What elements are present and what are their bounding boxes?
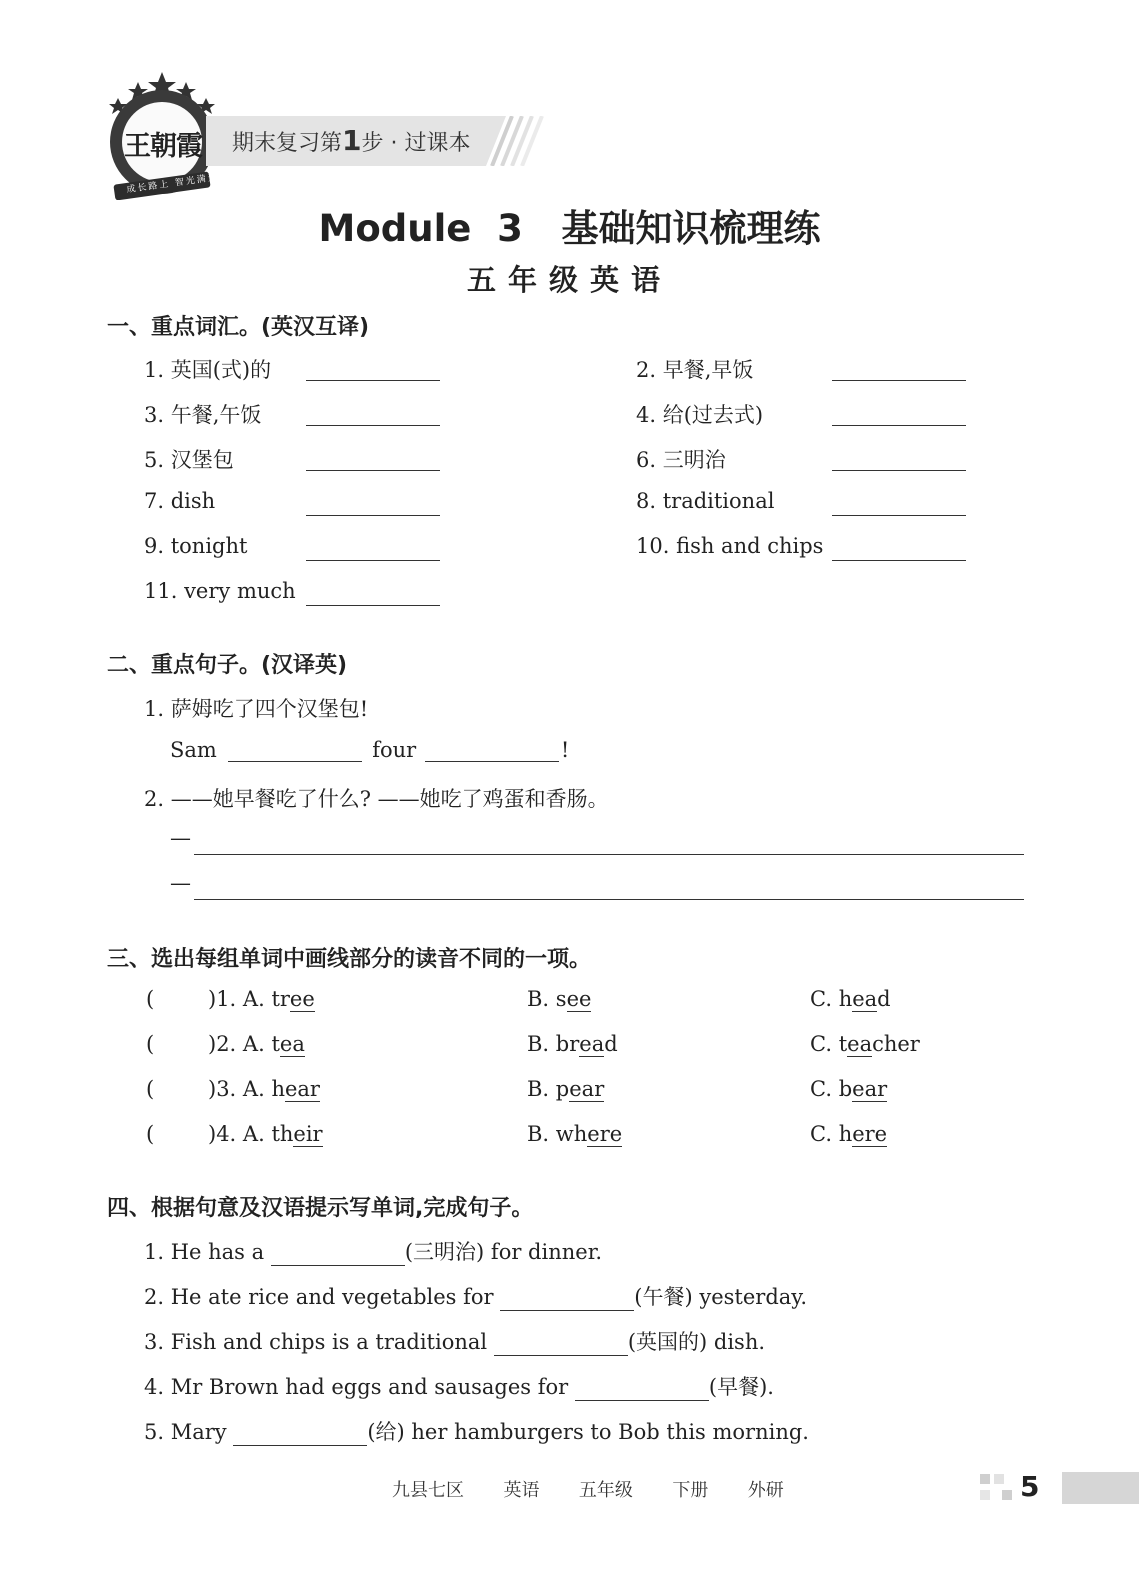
answer-paren[interactable]: (: [146, 987, 155, 1011]
answer-blank[interactable]: [832, 493, 966, 516]
vocab-item: 6. 三明治: [636, 448, 726, 472]
option-c[interactable]: C. here: [810, 1122, 888, 1146]
answer-blank[interactable]: [306, 448, 440, 471]
answer-blank[interactable]: [233, 1423, 367, 1446]
banner-step: 1: [342, 124, 362, 157]
answer-blank[interactable]: [306, 583, 440, 606]
option-c[interactable]: C. head: [810, 987, 891, 1011]
vocab-item: 2. 早餐,早饭: [636, 358, 754, 382]
answer-blank[interactable]: [494, 1333, 628, 1356]
option-c[interactable]: C. bear: [810, 1077, 888, 1101]
decor-square: [1002, 1490, 1012, 1500]
sentence-prompt: 2. ——她早餐吃了什么? ——她吃了鸡蛋和香肠。: [144, 787, 609, 811]
section1-heading: 一、重点词汇。(英汉互译): [107, 315, 370, 340]
answer-blank[interactable]: [575, 1378, 709, 1401]
section3-heading: 三、选出每组单词中画线部分的读音不同的一项。: [107, 947, 592, 972]
footer-info: 九县七区 英语 五年级 下册 外研: [392, 1480, 784, 1501]
answer-line[interactable]: [194, 899, 1024, 900]
answer-blank[interactable]: [228, 739, 362, 762]
vocab-item: 1. 英国(式)的: [144, 358, 272, 382]
question-label: )1. A. tree: [208, 987, 315, 1011]
answer-paren[interactable]: (: [146, 1077, 155, 1101]
answer-line[interactable]: [194, 854, 1024, 855]
decor-square: [994, 1474, 1004, 1484]
option-b[interactable]: B. see: [527, 987, 592, 1011]
page-title: Module 3 基础知识梳理练: [318, 207, 821, 250]
option-b[interactable]: B. where: [527, 1122, 623, 1146]
word-four: four: [372, 738, 417, 762]
answer-paren[interactable]: (: [146, 1032, 155, 1056]
answer-blank[interactable]: [306, 538, 440, 561]
page-number: 5: [1020, 1470, 1040, 1503]
logo-slogan: 成长路上 智光满天: [125, 172, 220, 196]
answer-blank[interactable]: [832, 358, 966, 381]
decor-square: [980, 1490, 990, 1500]
banner-prefix: 期末复习第: [232, 131, 343, 156]
answer-blank[interactable]: [832, 403, 966, 426]
word-exclaim: !: [560, 738, 570, 762]
answer-blank[interactable]: [271, 1243, 405, 1266]
logo-text: 王朝霞: [124, 131, 202, 162]
option-b[interactable]: B. bread: [527, 1032, 618, 1056]
answer-blank[interactable]: [306, 493, 440, 516]
answer-blank[interactable]: [832, 538, 966, 561]
fill-sentence: 2. He ate rice and vegetables for (午餐) yesterday.: [144, 1285, 808, 1309]
vocab-item: 5. 汉堡包: [144, 448, 234, 472]
fill-sentence: 1. He has a (三明治) for dinner.: [144, 1240, 603, 1264]
answer-blank[interactable]: [306, 358, 440, 381]
fill-sentence: 5. Mary (给) her hamburgers to Bob this morning.: [144, 1420, 809, 1444]
banner-suffix: 步 · 过课本: [361, 131, 471, 156]
page-number-bar: [1062, 1472, 1139, 1504]
vocab-item: 9. tonight: [144, 534, 248, 558]
sentence-prompt: 1. 萨姆吃了四个汉堡包!: [144, 697, 369, 721]
vocab-item: 4. 给(过去式): [636, 403, 764, 427]
sentence-answer-line: [170, 738, 569, 762]
vocab-item: 3. 午餐,午饭: [144, 403, 262, 427]
answer-blank[interactable]: [425, 739, 559, 762]
vocab-item: 7. dish: [144, 489, 216, 513]
answer-paren[interactable]: (: [146, 1122, 155, 1146]
decor-square: [980, 1474, 990, 1484]
question-label: )4. A. their: [208, 1122, 323, 1146]
answer-blank[interactable]: [832, 448, 966, 471]
banner-text: [232, 124, 470, 157]
dialogue-dash: —: [170, 871, 191, 895]
vocab-item: 11. very much: [144, 579, 296, 603]
dialogue-dash: —: [170, 826, 191, 850]
option-c[interactable]: C. teacher: [810, 1032, 920, 1056]
vocab-item: 10. fish and chips: [636, 534, 824, 558]
section4-heading: 四、根据句意及汉语提示写单词,完成句子。: [107, 1196, 534, 1221]
fill-sentence: 3. Fish and chips is a traditional (英国的) dish.: [144, 1330, 766, 1354]
word-sam: Sam: [170, 738, 217, 762]
question-label: )2. A. tea: [208, 1032, 305, 1056]
vocab-item: 8. traditional: [636, 489, 775, 513]
page-subtitle: 五年级英语: [466, 263, 672, 297]
fill-sentence: 4. Mr Brown had eggs and sausages for (早餐).: [144, 1375, 774, 1399]
option-b[interactable]: B. pear: [527, 1077, 605, 1101]
answer-blank[interactable]: [306, 403, 440, 426]
question-label: )3. A. hear: [208, 1077, 320, 1101]
section2-heading: 二、重点句子。(汉译英): [107, 653, 348, 678]
answer-blank[interactable]: [500, 1288, 634, 1311]
